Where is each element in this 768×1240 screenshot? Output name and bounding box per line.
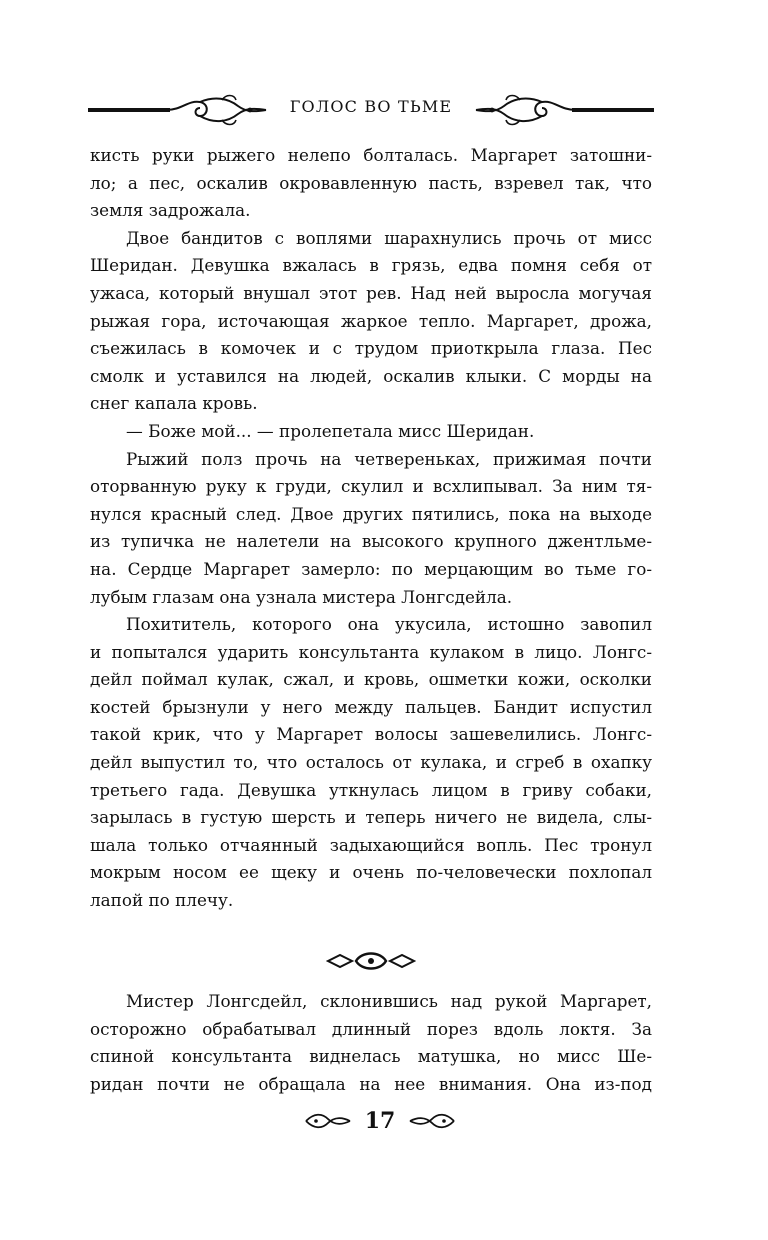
text-line: земля задрожала. xyxy=(90,200,251,221)
text-line: костей брызнули у него между пальцев. Бандит испустил xyxy=(90,696,652,717)
text-line: нулся красный след. Двое других пятились, пока на выходе xyxy=(90,503,652,524)
text-line: из тупичка не налетели на высокого крупного джентльме- xyxy=(90,531,652,552)
header-title: ГОЛОС ВО ТЬМЕ xyxy=(289,97,453,116)
page-number: 17 xyxy=(364,1108,396,1134)
text-line: оторванную руку к груди, скулил и всхлипывал. За ним тя- xyxy=(90,476,652,497)
text-line: ридан почти не обращала на нее внимания. Она из-под xyxy=(90,1073,652,1094)
text-line: снег капала кровь. xyxy=(90,393,258,414)
text-line: лубым глазам она узнала мистера Лонгсдейла. xyxy=(90,586,513,607)
text-line: Мистер Лонгсдейл, склонившись над рукой Маргарет, xyxy=(126,991,652,1011)
header-rule-left xyxy=(88,108,170,112)
text-line: съежилась в комочек и с трудом приоткрыла глаза. Пес xyxy=(90,338,652,359)
page-footer xyxy=(300,1104,460,1140)
header-rule-right xyxy=(572,108,654,112)
text-line: ло; а пес, оскалив окровавленную пасть, взревел так, что xyxy=(90,172,652,193)
body-text xyxy=(90,142,652,915)
text-line: лапой по плечу. xyxy=(90,890,234,911)
text-line: — Боже мой... — пролепетала мисс Шеридан. xyxy=(126,420,535,441)
text-line: Шеридан. Девушка вжалась в грязь, едва помня себя от xyxy=(90,255,652,276)
text-line: такой крик, что у Маргарет волосы зашевелились. Лонгс- xyxy=(90,724,652,745)
text-line: дейл выпустил то, что осталось от кулака, и сгреб в охапку xyxy=(90,752,652,773)
footer-ornament-left-icon xyxy=(304,1110,352,1132)
text-line: зарылась в густую шерсть и теперь ничего не видела, слы- xyxy=(90,807,652,828)
text-line: смолк и уставился на людей, оскалив клыки. С морды на xyxy=(90,365,652,386)
flourish-ornament-left-icon xyxy=(162,92,270,128)
footer-ornament-right-icon xyxy=(408,1110,456,1132)
text-line: на. Сердце Маргарет замерло: по мерцающим во тьме го- xyxy=(90,558,652,579)
text-line: Похититель, которого она укусила, истошно завопил xyxy=(126,614,652,635)
text-line: дейл поймал кулак, сжал, и кровь, ошметки кожи, осколки xyxy=(90,669,652,690)
text-line: рыжая гора, источающая жаркое тепло. Маргарет, дрожа, xyxy=(90,310,652,331)
text-line: кисть руки рыжего нелепо болталась. Маргарет затошни- xyxy=(90,145,652,165)
text-line: осторожно обрабатывал длинный порез вдоль локтя. За xyxy=(90,1018,652,1039)
running-header xyxy=(88,86,654,134)
text-line: третьего гада. Девушка уткнулась лицом в гриву собаки, xyxy=(90,779,652,800)
text-line: ужаса, который внушал этот рев. Над ней выросла могучая xyxy=(90,282,652,303)
body-text-after-break xyxy=(90,988,652,1098)
flourish-ornament-right-icon xyxy=(472,92,580,128)
text-line: Рыжий полз прочь на четвереньках, прижимая почти xyxy=(126,448,652,469)
text-line: мокрым носом ее щеку и очень по-человечески похлопал xyxy=(90,862,652,883)
text-line: и попытался ударить консультанта кулаком в лицо. Лонгс- xyxy=(90,641,652,662)
text-line: Двое бандитов с воплями шарахнулись прочь от мисс xyxy=(126,227,652,248)
text-line: спиной консультанта виднелась матушка, но мисс Ше- xyxy=(90,1046,652,1067)
text-line: шала только отчаянный задыхающийся вопль. Пес тронул xyxy=(90,834,652,855)
section-break-ornament-icon xyxy=(326,948,416,974)
